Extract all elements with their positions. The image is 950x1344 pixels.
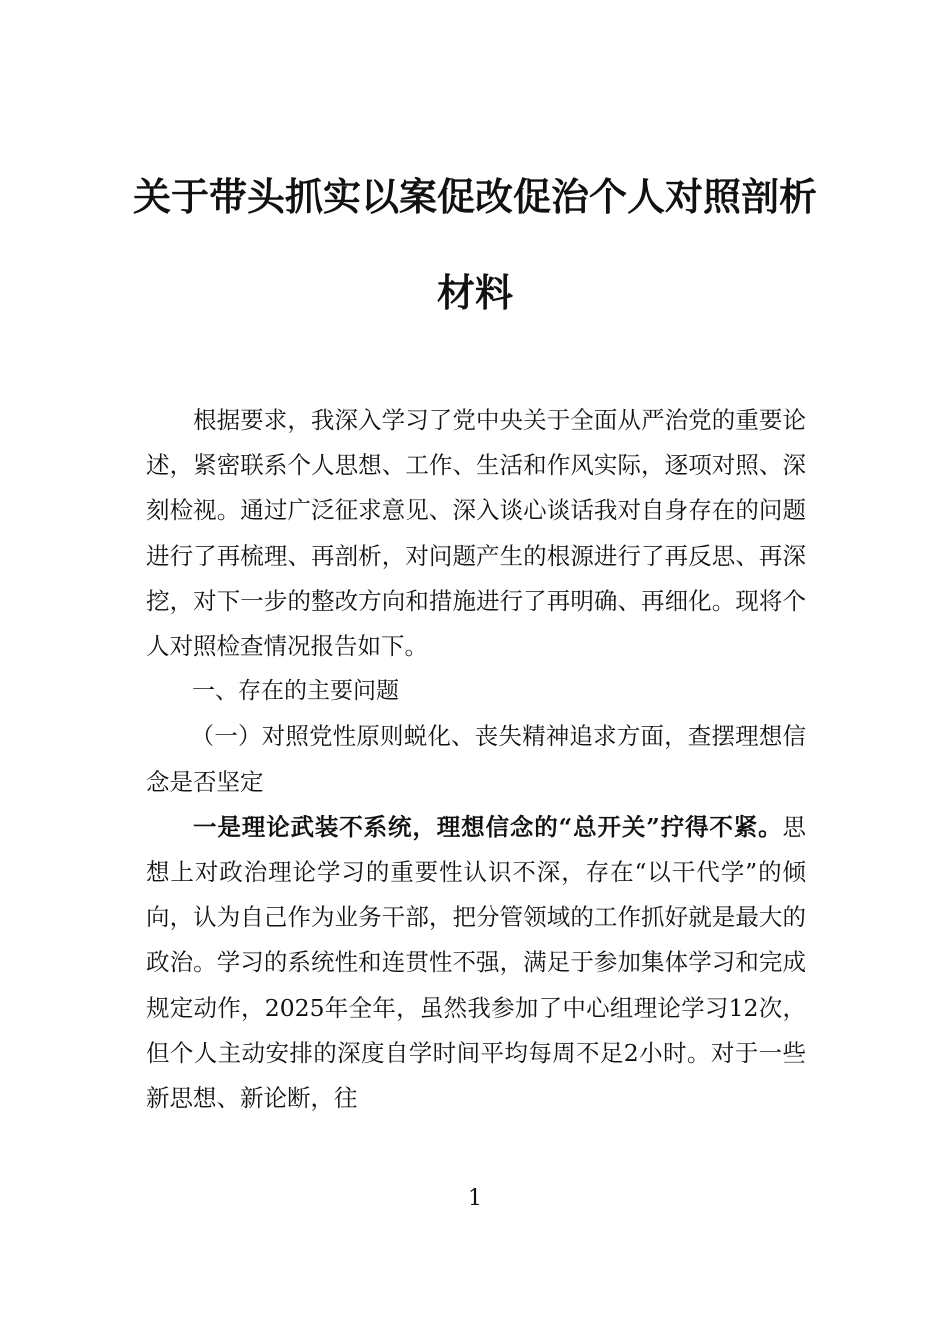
- intro-paragraph: 根据要求，我深入学习了党中央关于全面从严治党的重要论述，紧密联系个人思想、工作、生活和作风实际，逐项对照、深刻检视。通过广泛征求意见、深入谈心谈话我对自身存在的问题进行了再梳理、再剖析，对问题产生的根源进行了再反思、再深挖，对下一步的整改方向和措施进行了再明确、再细化。现将个人对照检查情况报告如下。: [146, 406, 806, 661]
- document-title-line-2: 材料: [436, 270, 513, 315]
- point-body-text: 思想上对政治理论学习的重要性认识不深，存在“以干代学”的倾向，认为自己作为业务干部，把分管领域的工作抓好就是最大的政治。学习的系统性和连贯性不强，满足于参加集体学习和完成规定动作，2025年全年，虽然我参加了中心组理论学习12次，但个人主动安排的深度自学时间平均每周不足2小时。对于一些新思想、新论断，往: [146, 812, 806, 1113]
- document-title-line-1: 关于带头抓实以案促改促治个人对照剖析: [132, 174, 817, 219]
- point-lead-text: 一是理论武装不系统，理想信念的“总开关”拧得不紧。: [193, 812, 783, 841]
- document-body: [146, 398, 806, 1121]
- section-heading: 一、存在的主要问题: [192, 678, 399, 705]
- page-number: 1: [468, 1186, 482, 1211]
- subsection-heading: （一）对照党性原则蜕化、丧失精神追求方面，查摆理想信念是否坚定: [146, 722, 806, 796]
- point-paragraph: [146, 805, 806, 1121]
